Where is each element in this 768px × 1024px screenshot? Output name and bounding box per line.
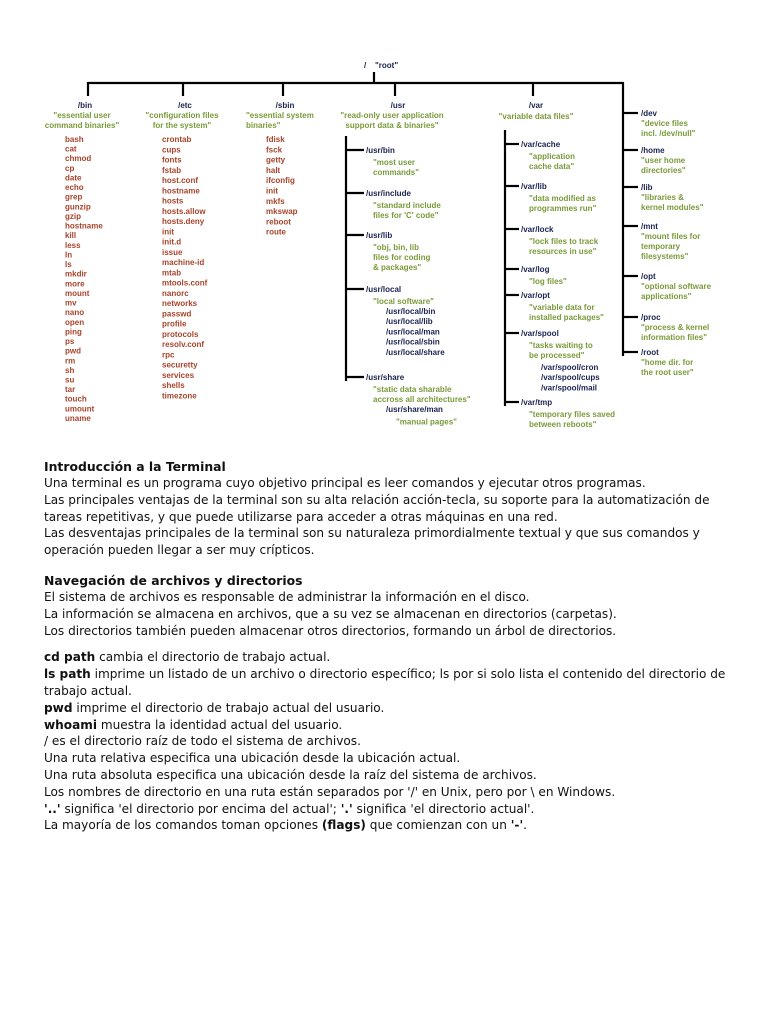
etc-command: host.conf	[162, 176, 198, 185]
paragraph: Los nombres de directorio en una ruta están separados por '/' en Unix, pero por \ en Windows.	[44, 784, 616, 799]
etc-command: profile	[162, 319, 187, 329]
right-dir-description: "process & kernel	[641, 323, 710, 332]
bin-command: rm	[65, 356, 76, 366]
right-dir-description: information files"	[641, 333, 708, 342]
bin-command: date	[65, 173, 82, 183]
right-dir: /proc	[641, 313, 661, 322]
right-dir-description: kernel modules"	[641, 203, 704, 212]
etc-command: hostname	[162, 186, 200, 196]
bin-command: mkdir	[65, 269, 87, 279]
usr-child: /usr/bin	[366, 146, 395, 155]
dir-etc-description: for the system"	[152, 121, 212, 130]
var-child-description: installed packages"	[529, 313, 604, 322]
usr-subdir: /usr/local/sbin	[386, 337, 440, 347]
var-child-description: "variable data for	[529, 303, 595, 312]
bin-command: hostname	[65, 221, 103, 231]
etc-command: machine-id	[162, 258, 205, 267]
dir-var: /var	[528, 101, 544, 110]
paragraph: Una terminal es un programa cuyo objetivo principal es leer comandos y ejecutar otros programas.	[44, 476, 646, 490]
dir-etc: /etc	[178, 101, 192, 110]
var-child-description: "tasks waiting to	[529, 341, 593, 350]
usr-child-description: commands"	[373, 168, 420, 177]
paragraph: Las desventajas principales de la terminal son su naturaleza primordialmente textual y que sus comandos y operación pueden llegar a ser muy crípticos.	[44, 526, 700, 558]
etc-command: issue	[162, 247, 183, 257]
sbin-command: getty	[266, 155, 286, 165]
right-dir-description: applications"	[641, 292, 692, 301]
bin-command: echo	[65, 183, 84, 193]
sbin-command: ifconfig	[266, 176, 295, 186]
directory-tree-diagram	[0, 0, 768, 450]
right-dir-description: temporary	[641, 242, 681, 251]
usr-child: /usr/share	[366, 373, 405, 382]
dir-sbin-description: "essential system	[246, 111, 314, 120]
command-name: ls path	[44, 667, 91, 682]
command-pwd: pwd imprime el directorio de trabajo actual del usuario.	[44, 700, 385, 715]
right-dir: /lib	[641, 183, 653, 192]
usr-child-description: "standard include	[373, 201, 441, 210]
command-ls: ls path imprime un listado de un archivo o directorio específico; ls por si solo lista el contenido del directorio de trabajo actual.	[44, 667, 726, 698]
document-body	[44, 458, 734, 834]
dir-bin-description: command binaries"	[44, 121, 120, 130]
bin-command: cp	[65, 163, 75, 173]
etc-command: fstab	[162, 165, 182, 175]
dir-usr-description: "read-only user application	[340, 111, 444, 120]
bin-command: grep	[65, 192, 83, 202]
usr-child-description: accross all architectures"	[373, 395, 471, 404]
etc-command: cups	[162, 145, 181, 155]
paragraph: / es el directorio raíz de todo el sistema de archivos.	[44, 734, 361, 749]
bin-command: ln	[65, 250, 73, 260]
usr-child: /usr/include	[366, 189, 411, 198]
var-child: /var/lib	[521, 182, 547, 191]
right-dir: /mnt	[641, 222, 658, 231]
right-dir-description: "user home	[641, 156, 686, 165]
var-child-description: "lock files to track	[529, 237, 599, 246]
etc-command: services	[162, 370, 195, 380]
bin-command: gunzip	[65, 202, 91, 212]
bin-command: ls	[65, 260, 72, 270]
etc-command: init	[162, 227, 174, 237]
bin-command: more	[65, 279, 85, 289]
paragraph: Una ruta relativa especifica una ubicación desde la ubicación actual.	[44, 751, 461, 766]
bin-command: touch	[65, 394, 87, 404]
etc-command: timezone	[162, 391, 197, 401]
bin-command: sh	[65, 365, 75, 375]
bin-command: gzip	[65, 211, 81, 221]
dir-sbin-description: binaries"	[246, 121, 281, 130]
usr-subdir: /usr/local/lib	[386, 317, 433, 327]
paragraph: Las principales ventajas de la terminal son su alta relación acción-tecla, su soporte para la automatización de tareas repetitivas, y que puede utilizarse para acceder a otras máquinas en una red.	[44, 492, 710, 524]
section-title-intro: Introducción a la Terminal	[44, 459, 226, 474]
var-child-description: "log files"	[529, 277, 567, 286]
bin-command: bash	[65, 135, 84, 144]
bin-command: ps	[65, 337, 75, 347]
usr-child-description: & packages"	[373, 263, 422, 272]
var-child: /var/opt	[521, 291, 550, 300]
paragraph-dots: '..' significa 'el directorio por encima del actual'; '.' significa 'el directorio actual'.	[44, 801, 535, 816]
etc-command: mtab	[162, 268, 182, 278]
sbin-command: mkswap	[266, 207, 298, 217]
bin-command: su	[65, 375, 75, 385]
bin-command: ping	[65, 327, 82, 337]
right-dir: /dev	[641, 109, 658, 118]
bin-command: uname	[65, 413, 91, 423]
usr-subdir: /usr/share/man	[386, 405, 443, 414]
usr-subdir: /usr/local/bin	[386, 307, 436, 316]
var-child-description: "application	[529, 152, 576, 161]
right-dir-description: "mount files for	[641, 232, 701, 241]
etc-command: securetty	[162, 360, 198, 370]
sbin-command: reboot	[266, 217, 291, 227]
usr-child-description: "most user	[373, 158, 416, 167]
root-label: "root"	[375, 61, 399, 70]
bin-command: umount	[65, 404, 95, 414]
right-dir-description: filesystems"	[641, 252, 689, 261]
paragraph: Una ruta absoluta especifica una ubicación desde la raíz del sistema de archivos.	[44, 767, 537, 782]
var-child-description: be processed"	[529, 351, 585, 360]
command-cd: cd path cambia el directorio de trabajo actual.	[44, 650, 331, 665]
usr-child: /usr/local	[366, 285, 402, 294]
command-whoami: whoami muestra la identidad actual del usuario.	[44, 717, 343, 732]
dir-bin-description: "essential user	[53, 111, 111, 120]
etc-command: protocols	[162, 329, 199, 339]
etc-command: init.d	[162, 237, 182, 247]
right-dir-description: the root user"	[641, 368, 694, 377]
bin-command: nano	[65, 308, 85, 318]
usr-subdir: /usr/local/share	[386, 347, 445, 357]
sbin-command: fsck	[266, 145, 283, 155]
usr-subdir: /usr/local/man	[386, 327, 440, 337]
var-subdir: /var/spool/cron	[541, 363, 599, 372]
etc-command: mtools.conf	[162, 278, 208, 288]
sbin-command: init	[266, 186, 278, 196]
usr-child-description: files for coding	[373, 253, 431, 262]
etc-command: resolv.conf	[162, 340, 205, 349]
var-child-description: programmes run"	[529, 204, 597, 213]
etc-command: shells	[162, 381, 185, 390]
var-child: /var/cache	[521, 140, 561, 149]
dir-etc-description: "configuration files	[145, 111, 219, 120]
bin-command: kill	[65, 231, 77, 241]
var-child: /var/lock	[521, 225, 554, 234]
bin-command: less	[65, 240, 81, 250]
usr-child-description: "static data sharable	[373, 385, 452, 394]
var-child-description: "temporary files saved	[529, 410, 616, 419]
var-child-description: "data modified as	[529, 194, 596, 203]
etc-command: crontab	[162, 135, 192, 144]
usr-child-description: files for 'C' code"	[373, 211, 439, 220]
root-slash: /	[364, 61, 367, 70]
right-dir-description: "device files	[641, 119, 688, 128]
bin-command: open	[65, 317, 85, 327]
usr-child-description: "obj, bin, lib	[373, 243, 420, 252]
dir-bin: /bin	[77, 101, 93, 110]
usr-subdir-description: "manual pages"	[396, 417, 457, 427]
right-dir: /home	[641, 146, 665, 155]
usr-child: /usr/lib	[366, 231, 393, 240]
var-child-description: cache data"	[529, 162, 575, 171]
sbin-command: mkfs	[266, 196, 285, 206]
etc-command: passwd	[162, 309, 192, 319]
bin-command: mount	[65, 288, 90, 298]
paragraph: El sistema de archivos es responsable de administrar la información en el disco.	[44, 589, 530, 604]
command-name: cd path	[44, 650, 96, 665]
dir-sbin: /sbin	[275, 101, 295, 110]
var-child: /var/spool	[521, 329, 559, 338]
bin-command: chmod	[65, 154, 92, 164]
paragraph: La información se almacena en archivos, que a su vez se almacenan en directorios (carpetas).	[44, 606, 617, 621]
usr-child-description: "local software"	[373, 297, 434, 306]
var-child: /var/tmp	[521, 398, 553, 407]
bin-command: tar	[65, 385, 76, 395]
right-dir-description: "libraries &	[641, 193, 684, 202]
dir-usr: /usr	[390, 101, 406, 110]
var-child-description: between reboots"	[529, 420, 597, 429]
var-child-description: resources in use"	[529, 247, 597, 256]
etc-command: hosts.allow	[162, 206, 206, 216]
sbin-command: fdisk	[266, 135, 285, 144]
sbin-command: halt	[266, 165, 281, 175]
dir-var-description: "variable data files"	[498, 112, 574, 121]
etc-command: fonts	[162, 155, 182, 165]
right-dir-description: directories"	[641, 166, 686, 175]
var-subdir: /var/spool/mail	[541, 383, 598, 393]
command-name: whoami	[44, 717, 97, 732]
right-dir-description: incl. /dev/null"	[641, 129, 696, 138]
right-dir-description: "home dir. for	[641, 358, 694, 367]
right-dir: /opt	[641, 272, 656, 281]
paragraph-flags: La mayoría de los comandos toman opciones (flags) que comienzan con un '-'.	[44, 818, 528, 833]
bin-command: cat	[65, 144, 77, 154]
var-subdir: /var/spool/cups	[541, 373, 600, 383]
etc-command: hosts	[162, 196, 184, 206]
etc-command: hosts.deny	[162, 217, 205, 226]
right-dir-description: "optional software	[641, 282, 712, 291]
right-dir: /root	[641, 348, 659, 357]
bin-command: pwd	[65, 346, 81, 356]
sbin-command: route	[266, 227, 286, 237]
section-title-navigation: Navegación de archivos y directorios	[44, 572, 303, 588]
etc-command: rpc	[162, 350, 175, 360]
var-child: /var/log	[521, 265, 550, 274]
paragraph: Los directorios también pueden almacenar otros directorios, formando un árbol de directorios.	[44, 623, 617, 638]
etc-command: nanorc	[162, 288, 189, 298]
command-name: pwd	[44, 700, 73, 715]
bin-command: mv	[65, 298, 77, 308]
dir-usr-description: support data & binaries"	[345, 121, 439, 130]
etc-command: networks	[162, 299, 198, 308]
